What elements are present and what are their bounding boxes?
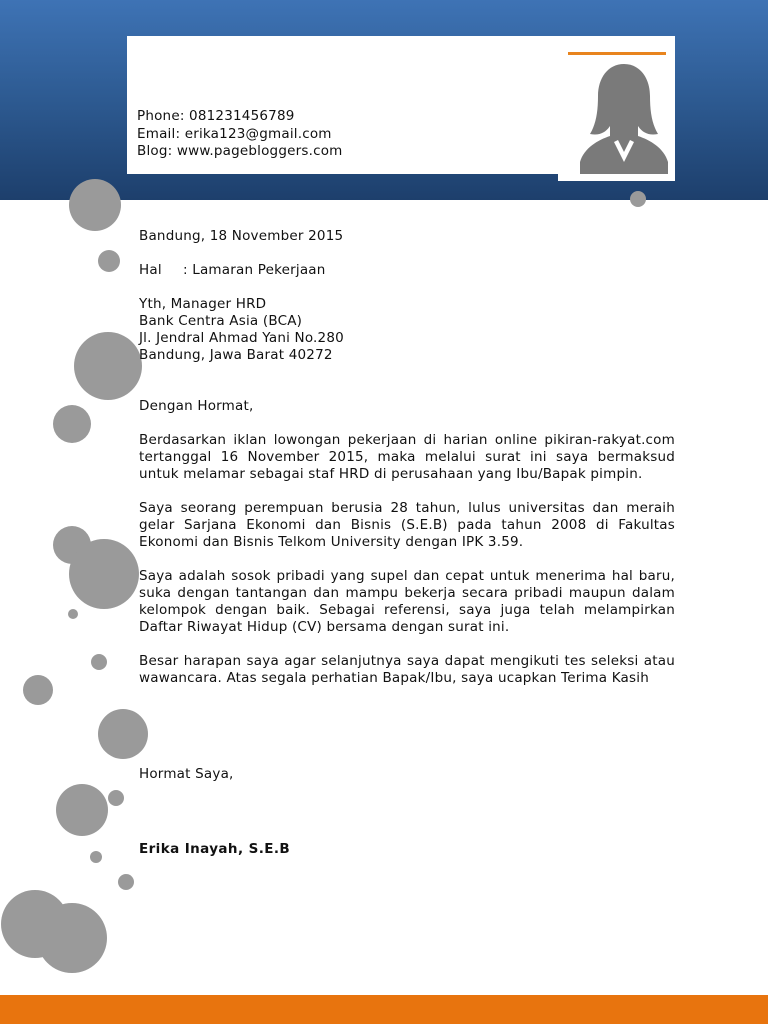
decor-circle <box>69 179 121 231</box>
decor-circle <box>98 250 120 272</box>
decor-circle <box>23 675 53 705</box>
decor-circle <box>74 332 142 400</box>
contact-info <box>137 108 343 161</box>
decor-circle <box>37 903 107 973</box>
paragraph-1: Berdasarkan iklan lowongan pekerjaan di harian online pikiran-rakyat.com tertanggal 16 November 2015, maka melalui surat ini saya bermaksud untuk melamar sebagai staf HRD di perusahaan yang Ibu/Bapak pimpin. <box>139 432 675 482</box>
recipient-line: Yth, Manager HRD <box>139 296 267 312</box>
date-line: Bandung, 18 November 2015 <box>139 228 344 244</box>
decor-circle <box>68 609 78 619</box>
signer-name: Erika Inayah, S.E.B <box>139 841 291 857</box>
decor-circle <box>91 654 107 670</box>
email-line: Email: erika123@gmail.com <box>137 125 332 142</box>
accent-line <box>568 52 666 55</box>
closing: Hormat Saya, <box>139 766 234 782</box>
phone-line: Phone: 081231456789 <box>137 108 295 124</box>
decor-circle <box>90 851 102 863</box>
contact-box <box>127 36 580 174</box>
decor-circle <box>108 790 124 806</box>
subject-line <box>139 262 675 279</box>
decor-circle <box>56 784 108 836</box>
paragraph-3: Saya adalah sosok pribadi yang supel dan cepat untuk menerima hal baru, suka dengan tantangan dan mampu bekerja secara pribadi maupun dalam kelompok dengan baik. Sebagai referensi, saya juga telah melampirkan Daftar Riwayat Hidup (CV) bersama dengan surat ini. <box>139 568 675 635</box>
subject-value: : Lamaran Pekerjaan <box>183 262 326 278</box>
decor-circle <box>630 191 646 207</box>
greeting: Dengan Hormat, <box>139 398 254 414</box>
profile-photo <box>558 36 675 181</box>
letter-body <box>139 228 675 858</box>
recipient-line: Bandung, Jawa Barat 40272 <box>139 347 333 363</box>
recipient-line: Jl. Jendral Ahmad Yani No.280 <box>139 330 344 346</box>
decor-circle <box>118 874 134 890</box>
footer-bar <box>0 995 768 1024</box>
person-silhouette-icon <box>580 62 668 174</box>
decor-circle <box>69 539 139 609</box>
recipient-block <box>139 296 675 364</box>
blog-line: Blog: www.pagebloggers.com <box>137 143 343 159</box>
subject-label: Hal <box>139 262 162 278</box>
decor-circle <box>53 405 91 443</box>
paragraph-4: Besar harapan saya agar selanjutnya saya dapat mengikuti tes seleksi atau wawancara. Atas segala perhatian Bapak/Ibu, saya ucapkan Terima Kasih <box>139 653 675 686</box>
recipient-line: Bank Centra Asia (BCA) <box>139 313 303 329</box>
paragraph-2: Saya seorang perempuan berusia 28 tahun, lulus universitas dan meraih gelar Sarjana Ekonomi dan Bisnis (S.E.B) pada tahun 2008 di Fakultas Ekonomi dan Bisnis Telkom University dengan IPK 3.59. <box>139 500 675 550</box>
